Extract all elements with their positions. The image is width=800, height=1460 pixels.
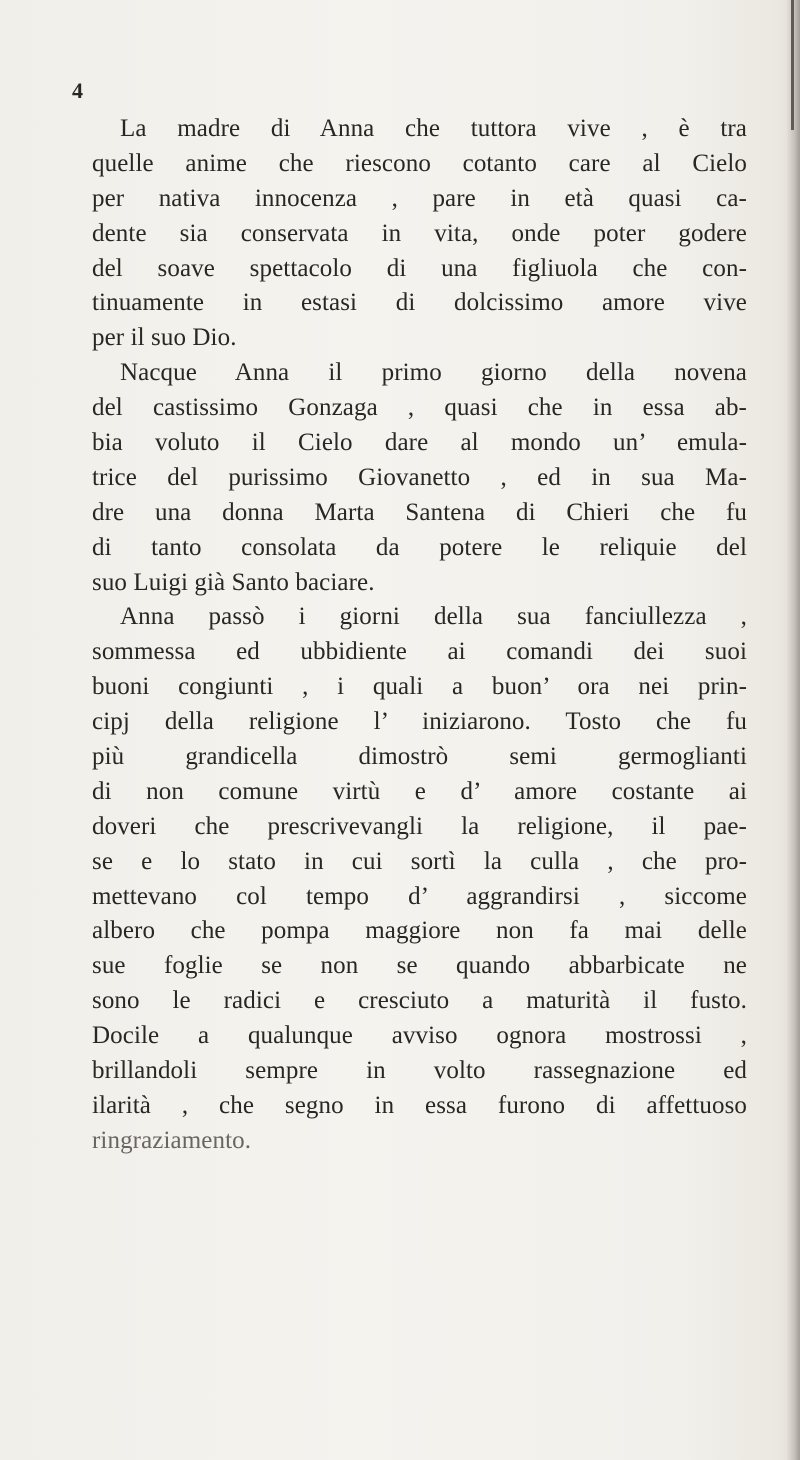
text-line: mettevano col tempo d’ aggrandirsi , siccome (92, 882, 747, 910)
page-number: 4 (72, 78, 83, 103)
page-edge-shadow (786, 0, 800, 1460)
text-line: del castissimo Gonzaga , quasi che in essa ab- (92, 394, 747, 422)
text-line: suo Luigi già Santo baciare. (92, 568, 375, 596)
text-line: tinuamente in estasi di dolcissimo amore vive (92, 289, 747, 317)
text-line: sono le radici e cresciuto a maturità il fusto. (92, 987, 747, 1015)
text-line: dre una donna Marta Santena di Chieri che fu (92, 498, 747, 526)
text-line: albero che pompa maggiore non fa mai delle (92, 917, 747, 945)
text-line: sommessa ed ubbidiente ai comandi dei suoi (92, 638, 747, 666)
text-line: sue foglie se non se quando abbarbicate ne (92, 952, 747, 980)
text-line: dente sia conservata in vita, onde poter godere (92, 219, 747, 247)
text-line: se e lo stato in cui sortì la culla , che pro- (92, 847, 747, 875)
text-line: La madre di Anna che tuttora vive , è tra (120, 115, 747, 142)
text-line: di tanto consolata da potere le reliquie del (92, 533, 747, 561)
text-line: buoni congiunti , i quali a buon’ ora nei prin- (92, 673, 747, 701)
text-line: del soave spettacolo di una figliuola che con- (92, 254, 747, 282)
text-line: per nativa innocenza , pare in età quasi ca- (92, 184, 747, 212)
text-line: di non comune virtù e d’ amore costante ai (92, 777, 747, 805)
text-line: trice del purissimo Giovanetto , ed in sua Ma- (92, 463, 747, 491)
text-line: Docile a qualunque avviso ognora mostrossi , (92, 1022, 747, 1050)
binding-edge (791, 0, 794, 130)
text-line: ilarità , che segno in essa furono di affettuoso (92, 1091, 747, 1119)
text-line: doveri che prescrivevangli la religione, il pae- (92, 812, 747, 840)
text-line: Anna passò i giorni della sua fanciullezza , (120, 603, 747, 631)
body-text (92, 112, 747, 1159)
text-line: cipj della religione l’ iniziarono. Tosto che fu (92, 708, 747, 736)
text-line: per il suo Dio. (92, 324, 237, 352)
text-line: bia voluto il Cielo dare al mondo un’ emula- (92, 429, 747, 457)
text-line: più grandicella dimostrò semi germoglianti (92, 743, 747, 771)
text-line: Nacque Anna il primo giorno della novena (120, 359, 747, 387)
text-line: quelle anime che riescono cotanto care al Cielo (92, 149, 747, 177)
text-line: ringraziamento. (92, 1126, 252, 1154)
text-line: brillandoli sempre in volto rassegnazione ed (92, 1057, 747, 1085)
